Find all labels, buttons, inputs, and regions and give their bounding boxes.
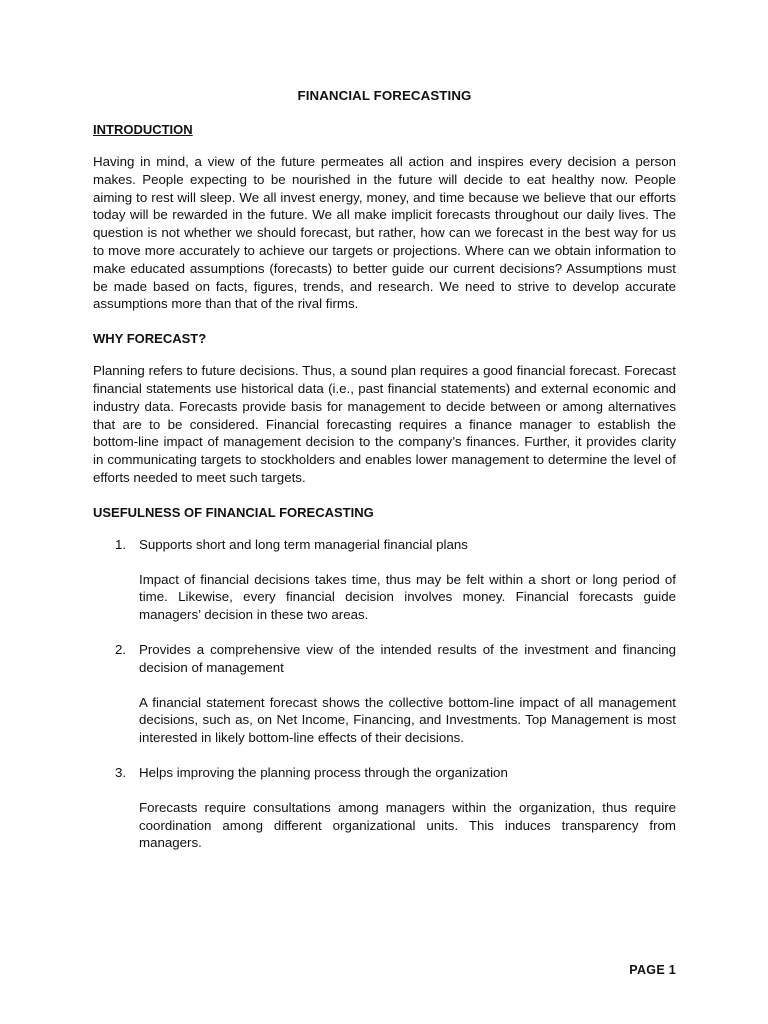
list-item-body: A financial statement forecast shows the collective bottom-line impact of all management decisions, such as, on Net Income, Financing, and Investments. Top Management is most interested in likely bottom-line effects of their decisions. [139, 694, 676, 746]
list-item-body: Impact of financial decisions takes time, thus may be felt within a short or long period of time. Likewise, every financial decision involves money. Financial forecasts guide managers’ decision in these two areas. [139, 571, 676, 623]
why-forecast-heading: WHY FORECAST? [93, 331, 207, 347]
list-item-body: Forecasts require consultations among managers within the organization, thus require coordination among different organizational units. This induces transparency from managers. [139, 799, 676, 851]
list-item [93, 641, 676, 747]
list-item-number: 3. [115, 764, 127, 780]
why-forecast-paragraph: Planning refers to future decisions. Thus, a sound plan requires a good financial forecast. Forecast financial statements use historical data (i.e., past financial statements) and external economic and industry data. Forecasts provide basis for management to decide between or among alternatives that are to be considered. Financial forecasting requires a finance manager to establish the bottom-line impact of management decision to the company’s finances. Further, it provides clarity in communicating targets to stockholders and enables lower management to determine the level of efforts needed to meet such targets. [93, 363, 676, 485]
introduction-paragraph: Having in mind, a view of the future permeates all action and inspires every decision a person makes. People expecting to be nourished in the future will decide to eat healthy now. People aiming to rest will sleep. We all invest energy, money, and time because we believe that our efforts today will be rewarded in the future. We all make implicit forecasts throughout our daily lives. The question is not whether we should forecast, but rather, how can we forecast in the best way for us to move more accurately to achieve our targets or projections. Where can we obtain information to make educated assumptions (forecasts) to better guide our current decisions? Assumptions must be made based on facts, figures, trends, and research. We need to strive to develop accurate assumptions more than that of the rival firms. [93, 154, 676, 312]
list-item-number: 1. [115, 536, 127, 552]
list-item-title: Helps improving the planning process through the organization [139, 764, 508, 780]
usefulness-heading: USEFULNESS OF FINANCIAL FORECASTING [93, 504, 374, 520]
list-item-title: Provides a comprehensive view of the intended results of the investment and financing decision of management [139, 641, 676, 675]
document-title: FINANCIAL FORECASTING [297, 88, 472, 103]
introduction-heading: INTRODUCTION [93, 122, 193, 137]
list-item-number: 2. [115, 641, 127, 657]
list-item [93, 764, 676, 852]
page-number: PAGE 1 [629, 963, 676, 977]
list-item-title: Supports short and long term managerial financial plans [139, 536, 468, 552]
usefulness-list [93, 536, 676, 852]
list-item [93, 536, 676, 624]
